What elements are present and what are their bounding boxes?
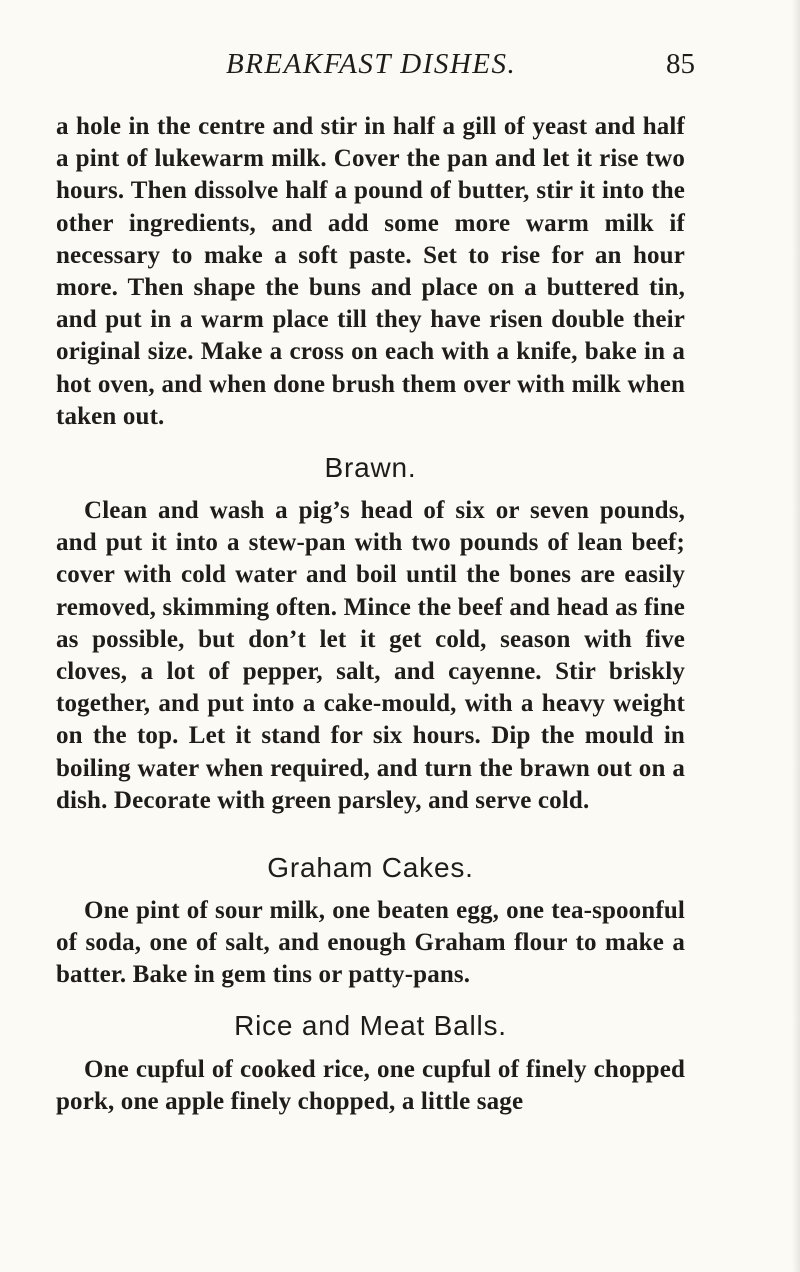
recipe-title-brawn: Brawn. [324, 452, 417, 484]
recipe-title-rice-and-meat-balls: Rice and Meat Balls. [234, 1009, 507, 1041]
recipe-text-rice-and-meat-balls: One cupful of cooked rice, one cupful of finely chopped pork, one apple finely chopped, a little sage [56, 1055, 685, 1115]
page-number: 85 [666, 48, 695, 80]
opening-paragraph: a hole in the centre and stir in half a gill of yeast and half a pint of lukewarm milk. Cover the pan and let it rise two hours. Then dissolve half a pound of butter, stir it into the other ingredients, and add some more warm milk if necessary to make a soft paste. Set to rise for an hour more. Then shape the buns and place on a buttered tin, and put in a warm place till they have risen double their original size. Make a cross on each with a knife, bake in a hot oven, and when done brush them over with milk when taken out. [56, 113, 685, 430]
page-edge-shadow [792, 0, 800, 1272]
recipe-title-graham-cakes: Graham Cakes. [267, 852, 474, 884]
running-title: BREAKFAST DISHES. [226, 48, 517, 80]
running-head [0, 40, 800, 80]
recipe-text-graham-cakes: One pint of sour milk, one beaten egg, one tea-spoonful of soda, one of salt, and enough Graham flour to make a batter. Bake in gem tins or patty-pans. [56, 897, 685, 989]
recipe-text-brawn: Clean and wash a pig’s head of six or seven pounds, and put it into a stew-pan with two pounds of lean beef; cover with cold water and boil until the bones are easily removed, skimming often. Mince the beef and head as fine as possible, but don’t let it get cold, season with five cloves, a lot of pepper, salt, and cayenne. Stir briskly together, and put into a cake-mould, with a heavy weight on the top. Let it stand for six hours. Dip the mould in boiling water when required, and turn the brawn out on a dish. Decorate with green parsley, and serve cold. [56, 497, 685, 814]
page-body [56, 111, 685, 1118]
